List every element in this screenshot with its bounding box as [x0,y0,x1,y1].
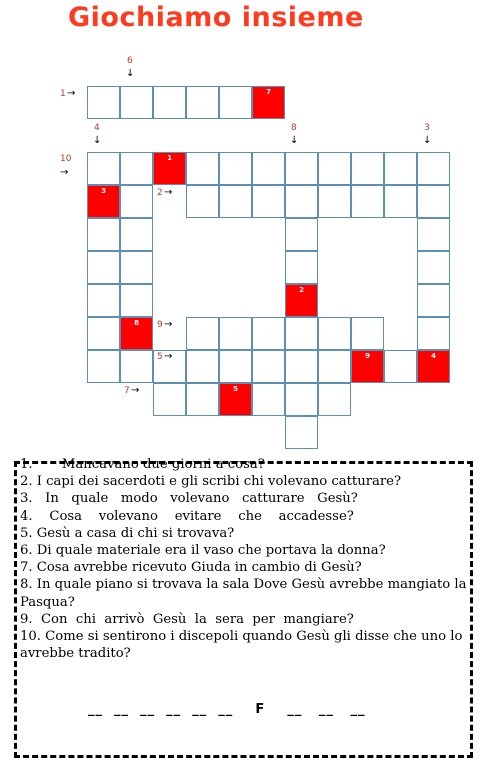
crossword-cell[interactable] [417,284,450,317]
page-title: Giochiamo insieme [68,2,364,33]
clue-label-7: 7 [124,386,130,396]
right-arrow-icon: → [131,385,140,396]
crossword-cell[interactable] [87,218,120,251]
right-arrow-icon: → [164,319,173,330]
down-arrow-icon: ↓ [93,135,102,146]
crossword-cell[interactable] [120,284,153,317]
clue-label-5: 5 [157,352,163,362]
crossword-cell[interactable] [318,317,351,350]
clue-label-6: 6 [127,56,133,66]
crossword-cell[interactable] [87,251,120,284]
crossword-cell[interactable] [186,86,219,119]
crossword-cell[interactable] [252,185,285,218]
crossword-cell[interactable] [252,152,285,185]
crossword-cell[interactable] [219,317,252,350]
crossword-start-cell[interactable] [285,284,318,317]
crossword-cell[interactable] [417,251,450,284]
crossword-cell[interactable] [285,152,318,185]
question-4: 4. Cosa volevano evitare che accadesse? [20,508,354,524]
crossword-cell-number: 3 [101,187,106,195]
crossword-cell-number: 1 [167,154,172,162]
crossword-cell[interactable] [285,218,318,251]
crossword-cell[interactable] [384,152,417,185]
question-6: 6. Di quale materiale era il vaso che portava la donna? [20,543,386,559]
crossword-cell[interactable] [120,185,153,218]
crossword-start-cell[interactable] [417,350,450,383]
question-7: 7. Cosa avrebbe ricevuto Giuda in cambio di Gesù? [20,560,362,576]
crossword-cell[interactable] [87,350,120,383]
crossword-cell[interactable] [120,218,153,251]
question-2: 2. I capi dei sacerdoti e gli scribi chi volevano catturare? [20,474,402,490]
crossword-cell[interactable] [87,152,120,185]
question-10: 10. Come si sentirono i discepoli quando Gesù gli disse che uno lo avrebbe tradito? [20,629,463,662]
crossword-cell[interactable] [219,152,252,185]
crossword-cell-number: 4 [431,352,436,360]
crossword-cell[interactable] [186,317,219,350]
clue-label-3: 3 [424,123,430,133]
crossword-cell[interactable] [153,86,186,119]
crossword-cell[interactable] [351,317,384,350]
crossword-cell[interactable] [285,251,318,284]
crossword-cell[interactable] [417,218,450,251]
crossword-start-cell[interactable] [153,152,186,185]
crossword-cell[interactable] [219,350,252,383]
clue-label-4: 4 [94,123,100,133]
crossword-cell[interactable] [219,86,252,119]
crossword-start-cell[interactable] [219,383,252,416]
crossword-start-cell[interactable] [120,317,153,350]
right-arrow-icon: → [60,167,69,178]
crossword-cell[interactable] [417,185,450,218]
crossword-cell[interactable] [186,185,219,218]
crossword-cell[interactable] [252,383,285,416]
crossword-cell[interactable] [351,185,384,218]
crossword-cell[interactable] [252,350,285,383]
crossword-cell-number: 9 [365,352,370,360]
crossword-cell[interactable] [120,251,153,284]
down-arrow-icon: ↓ [423,135,432,146]
crossword-cell[interactable] [186,152,219,185]
crossword-cell[interactable] [120,350,153,383]
crossword-cell[interactable] [318,152,351,185]
clue-label-10: 10 [60,154,72,164]
crossword-cell[interactable] [252,317,285,350]
crossword-cell[interactable] [285,416,318,449]
crossword-start-cell[interactable] [87,185,120,218]
crossword-cell[interactable] [417,152,450,185]
question-8: 8. In quale piano si trovava la sala Dove Gesù avrebbe mangiato la Pasqua? [20,577,467,610]
crossword-start-cell[interactable] [351,350,384,383]
crossword-cell[interactable] [384,350,417,383]
crossword-cell[interactable] [285,383,318,416]
crossword-cell-number: 8 [134,319,139,327]
answer-line: __ __ __ __ __ __ F __ __ __ [88,702,366,717]
crossword-cell[interactable] [351,152,384,185]
crossword-cell[interactable] [285,350,318,383]
question-3: 3. In quale modo volevano catturare Gesù? [20,491,358,507]
crossword-cell[interactable] [87,86,120,119]
crossword-cell[interactable] [186,383,219,416]
crossword-cell[interactable] [186,350,219,383]
crossword-cell[interactable] [87,284,120,317]
crossword-cell[interactable] [285,317,318,350]
crossword-cell[interactable] [318,383,351,416]
crossword-cell[interactable] [318,350,351,383]
crossword-cell-number: 5 [233,385,238,393]
questions-list [20,456,469,662]
crossword-cell[interactable] [87,317,120,350]
crossword-cell-number: 7 [266,88,271,96]
clue-label-1: 1 [60,89,66,99]
crossword-cell[interactable] [417,317,450,350]
question-5: 5. Gesù a casa di chi si trovava? [20,525,235,541]
crossword-cell[interactable] [219,185,252,218]
clue-label-2: 2 [157,188,163,198]
clue-label-9: 9 [157,320,163,330]
clue-label-8: 8 [291,123,297,133]
right-arrow-icon: → [67,88,76,99]
right-arrow-icon: → [164,351,173,362]
crossword-cell[interactable] [384,185,417,218]
down-arrow-icon: ↓ [126,68,135,79]
crossword-cell[interactable] [120,86,153,119]
crossword-cell[interactable] [318,185,351,218]
down-arrow-icon: ↓ [290,135,299,146]
crossword-cell[interactable] [120,152,153,185]
crossword-cell[interactable] [153,383,186,416]
crossword-cell[interactable] [285,185,318,218]
right-arrow-icon: → [164,187,173,198]
question-1: 1. Mancavano due giorni a cosa? [20,457,265,472]
crossword-cell-number: 2 [299,286,304,294]
question-9: 9. Con chi arrivò Gesù la sera per mangiare? [20,611,354,627]
crossword-start-cell[interactable] [252,86,285,119]
